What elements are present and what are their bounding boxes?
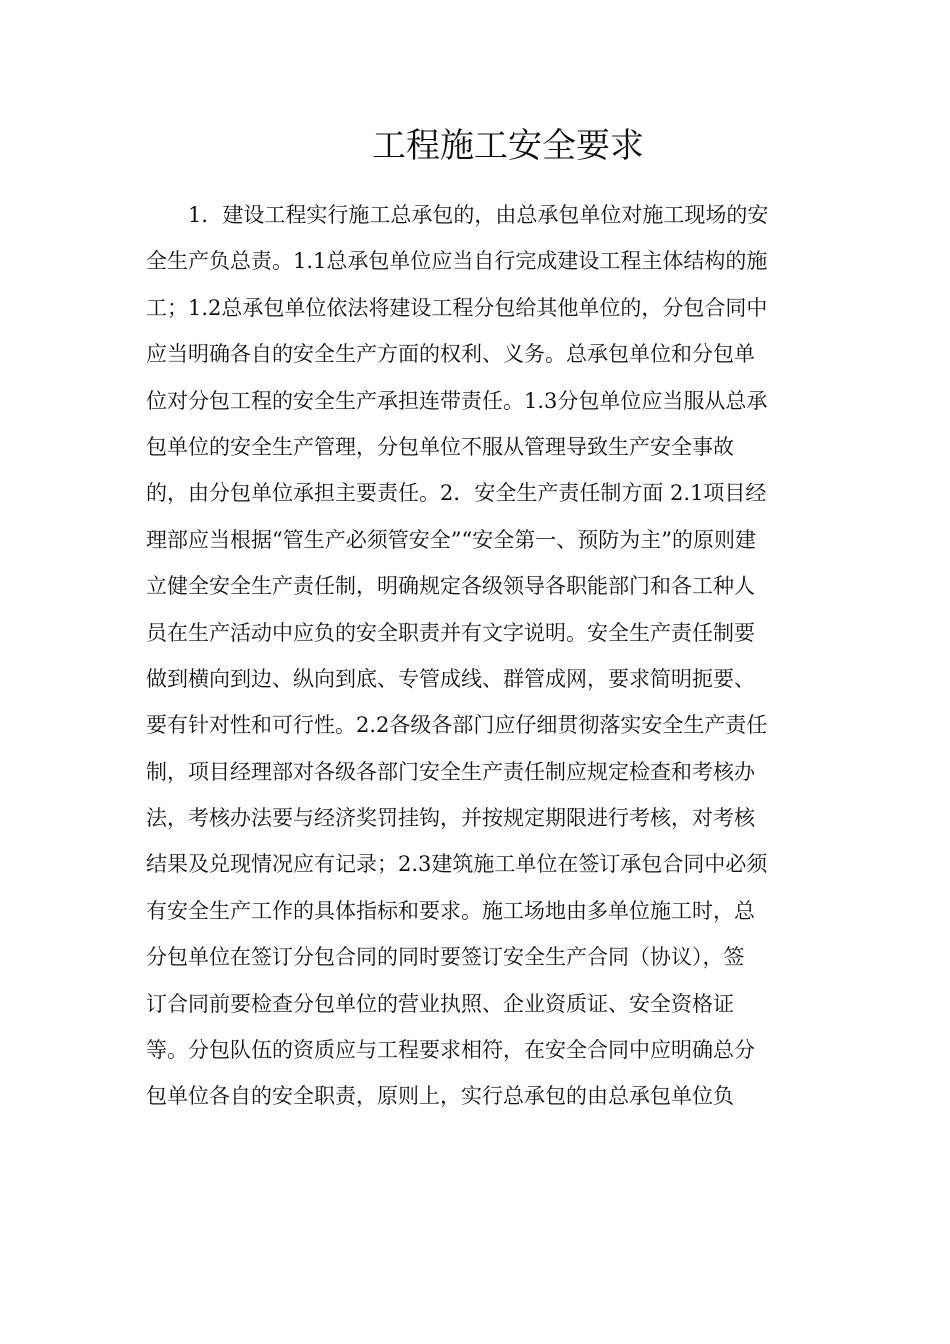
- paragraph-line: 要有针对性和可行性。2.2各级各部门应仔细贯彻落实安全生产责任: [146, 713, 768, 738]
- paragraph-line: 全生产负总责。1.1总承包单位应当自行完成建设工程主体结构的施: [146, 249, 768, 274]
- paragraph-line: 订合同前要检查分包单位的营业执照、企业资质证、安全资格证: [146, 991, 734, 1016]
- paragraph-line: 包单位的安全生产管理，分包单位不服从管理导致生产安全事故: [146, 434, 734, 459]
- paragraph-line: 结果及兑现情况应有记录；2.3建筑施工单位在签订承包合同中必须: [146, 852, 768, 877]
- paragraph-line: 应当明确各自的安全生产方面的权利、义务。总承包单位和分包单: [146, 342, 755, 367]
- document-title: 工程施工安全要求: [372, 126, 644, 166]
- paragraph-line: 法，考核办法要与经济奖罚挂钩，并按规定期限进行考核，对考核: [146, 806, 755, 831]
- paragraph-line: 的，由分包单位承担主要责任。2．安全生产责任制方面 2.1项目经: [146, 481, 767, 506]
- paragraph-line: 工；1.2总承包单位依法将建设工程分包给其他单位的，分包合同中: [146, 295, 768, 320]
- document-body: [146, 192, 806, 1120]
- paragraph-line: 制，项目经理部对各级各部门安全生产责任制应规定检查和考核办: [146, 759, 755, 784]
- paragraph-line: 分包单位在签订分包合同的同时要签订安全生产合同（协议），签: [146, 945, 745, 970]
- paragraph-line: 立健全安全生产责任制，明确规定各级领导各职能部门和各工种人: [146, 574, 755, 599]
- paragraph-line: 有安全生产工作的具体指标和要求。施工场地由多单位施工时，总: [146, 898, 755, 923]
- paragraph-line: 做到横向到边、纵向到底、专管成线、群管成网，要求简明扼要、: [146, 666, 755, 691]
- paragraph-line: 等。分包队伍的资质应与工程要求相符，在安全合同中应明确总分: [146, 1038, 755, 1063]
- paragraph-line: 包单位各自的安全职责，原则上，实行总承包的由总承包单位负: [146, 1084, 734, 1109]
- paragraph-line: 理部应当根据“管生产必须管安全”“安全第一、预防为主”的原则建: [146, 527, 756, 552]
- paragraph-line: 1．建设工程实行施工总承包的，由总承包单位对施工现场的安: [188, 203, 769, 227]
- paragraph-line: 位对分包工程的安全生产承担连带责任。1.3分包单位应当服从总承: [146, 388, 768, 413]
- paragraph-line: 员在生产活动中应负的安全职责并有文字说明。安全生产责任制要: [146, 620, 755, 645]
